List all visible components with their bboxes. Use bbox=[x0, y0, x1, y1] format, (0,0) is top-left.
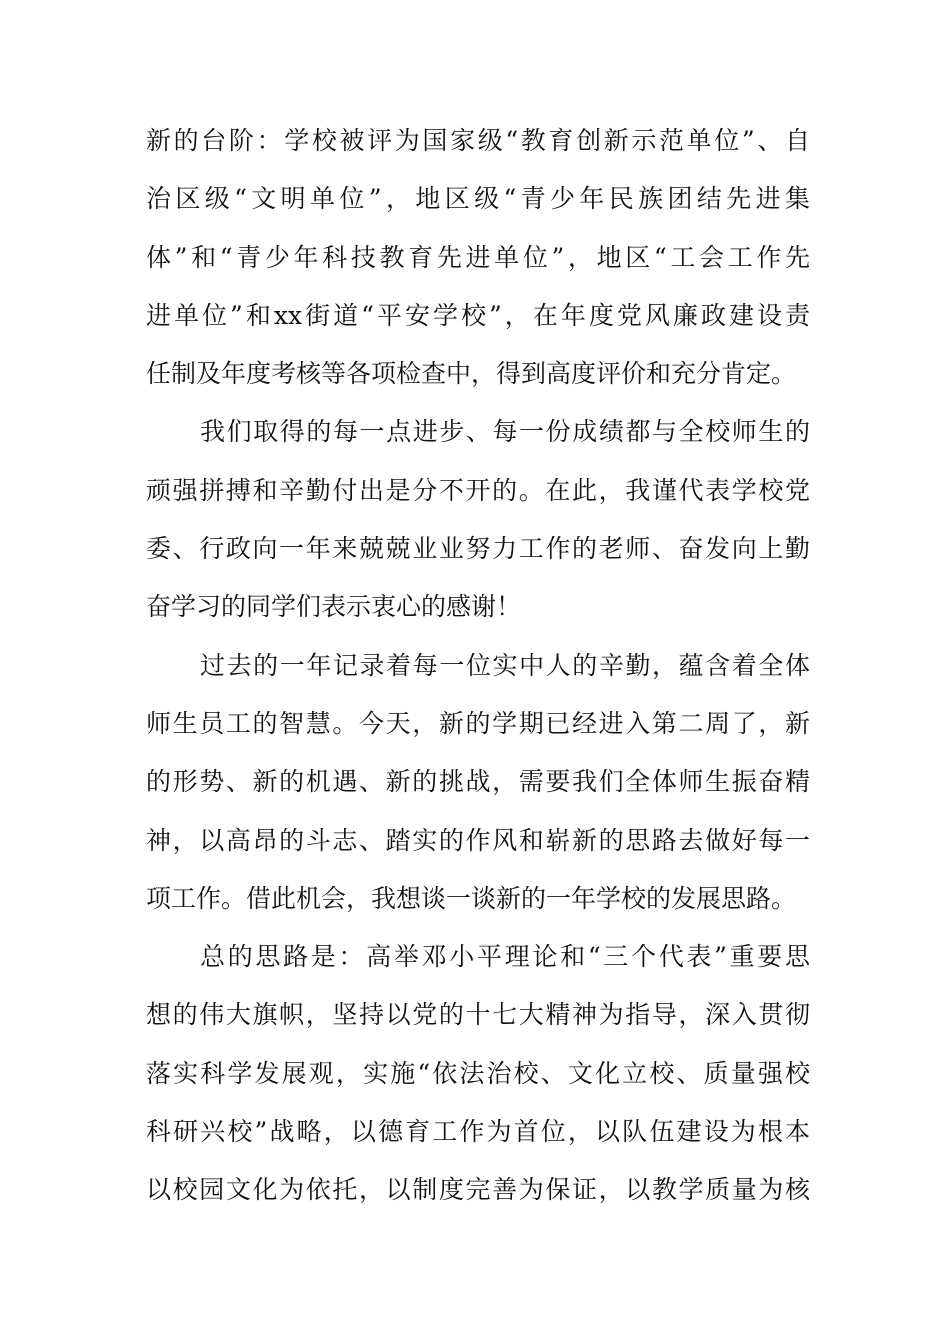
text-line: 总的思路是：高举邓小平理论和“三个代表”重要思 bbox=[200, 942, 810, 972]
text-line: 的形势、新的机遇、新的挑战，需要我们全体师生振奋精 bbox=[146, 767, 810, 797]
text-line: 体”和“青少年科技教育先进单位”，地区“工会工作先 bbox=[146, 242, 810, 272]
text-line: 进单位”和xx街道“平安学校”，在年度党风廉政建设责 bbox=[146, 300, 810, 330]
text-line: 落实科学发展观，实施“依法治校、文化立校、质量强校 bbox=[146, 1058, 810, 1088]
text-line: 新的台阶：学校被评为国家级“教育创新示范单位”、自 bbox=[146, 126, 810, 155]
text-line: 师生员工的智慧。今天，新的学期已经进入第二周了，新 bbox=[146, 708, 810, 738]
text-line: 神，以高昂的斗志、踏实的作风和崭新的思路去做好每一 bbox=[146, 825, 810, 855]
text-line: 任制及年度考核等各项检查中，得到高度评价和充分肯定。 bbox=[146, 359, 797, 389]
text-line: 科研兴校”战略，以德育工作为首位，以队伍建设为根本 bbox=[146, 1117, 810, 1147]
text-line: 奋学习的同学们表示衷心的感谢！ bbox=[146, 592, 522, 622]
text-line: 以校园文化为依托，以制度完善为保证，以教学质量为核 bbox=[146, 1175, 810, 1205]
text-line: 过去的一年记录着每一位实中人的辛勤，蕴含着全体 bbox=[200, 650, 810, 680]
body-text bbox=[146, 112, 810, 1220]
text-line: 顽强拼搏和辛勤付出是分不开的。在此，我谨代表学校党 bbox=[146, 475, 810, 505]
text-line: 我们取得的每一点进步、每一份成绩都与全校师生的 bbox=[200, 417, 810, 447]
text-line: 委、行政向一年来兢兢业业努力工作的老师、奋发向上勤 bbox=[146, 534, 810, 564]
text-line: 治区级“文明单位”，地区级“青少年民族团结先进集 bbox=[146, 184, 810, 214]
text-line: 想的伟大旗帜，坚持以党的十七大精神为指导，深入贯彻 bbox=[146, 1000, 810, 1030]
text-line: 项工作。借此机会，我想谈一谈新的一年学校的发展思路。 bbox=[146, 883, 797, 913]
